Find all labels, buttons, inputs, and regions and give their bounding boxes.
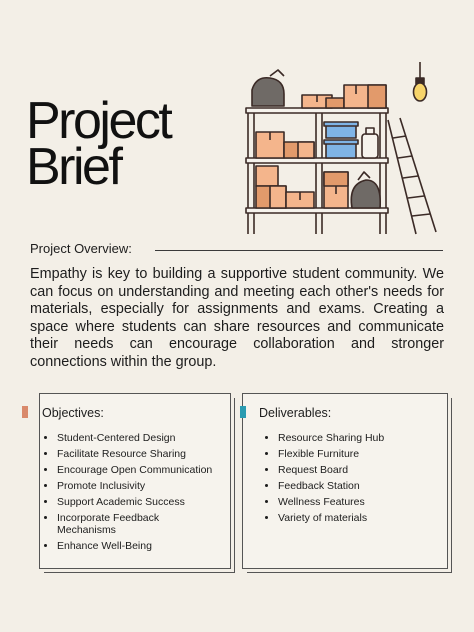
deliverables-list [263, 430, 384, 526]
list-item: • Resource Sharing Hub [278, 430, 384, 446]
overview-divider [155, 250, 443, 251]
list-item: • Support Academic Success [57, 494, 212, 510]
objectives-accent [22, 406, 28, 418]
objectives-title: Objectives: [42, 406, 104, 420]
deliverables-accent [240, 406, 246, 418]
overview-label: Project Overview: [30, 241, 132, 256]
overview-text: Empathy is key to building a supportive student community. We can focus on understanding and meeting each other's needs for materials, especially for assignments and exams. Creating a space where students can share resources and communicate their needs can encourage collaboration and stronger connections within the group. [30, 266, 444, 370]
list-item: • Variety of materials [278, 510, 384, 526]
list-item: • Facilitate Resource Sharing [57, 446, 212, 462]
list-item: • Encourage Open Communication [57, 462, 212, 478]
page-title [26, 92, 171, 196]
list-item: • Promote Inclusivity [57, 478, 212, 494]
list-item: • Flexible Furniture [278, 446, 384, 462]
objectives-card [39, 393, 231, 569]
title-line-2: Brief [26, 138, 121, 196]
list-item: • Request Board [278, 462, 384, 478]
list-item: • Feedback Station [278, 478, 384, 494]
objectives-list [42, 430, 212, 554]
list-item: • Wellness Features [278, 494, 384, 510]
list-item: • Incorporate Feedback Mechanisms [57, 510, 177, 538]
list-item: • Enhance Well-Being [57, 538, 212, 554]
list-item: • Student-Centered Design [57, 430, 212, 446]
deliverables-card [242, 393, 448, 569]
deliverables-title: Deliverables: [259, 406, 332, 420]
storage-shelf-illustration [240, 60, 450, 240]
title-line-1: Project [26, 92, 171, 150]
